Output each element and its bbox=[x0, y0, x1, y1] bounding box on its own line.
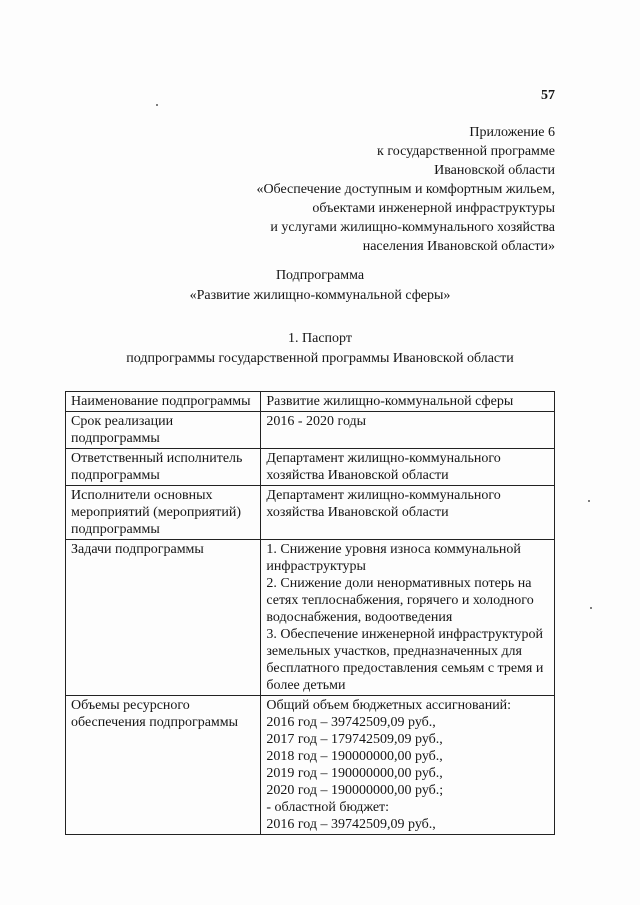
subprogram-heading bbox=[0, 266, 640, 306]
subprogram-label: Подпрограмма bbox=[275, 268, 365, 283]
funding-line: 2018 год – 190000000,00 руб., bbox=[266, 749, 443, 764]
table-row bbox=[66, 486, 555, 540]
appendix-line: и услугами жилищно-коммунального хозяйства bbox=[270, 220, 555, 235]
funding-line: - областной бюджет: bbox=[266, 800, 390, 815]
funding-line: 2016 год – 39742509,09 руб., bbox=[266, 715, 436, 730]
task-item: 1. Снижение уровня износа коммунальной инфраструктуры bbox=[266, 542, 521, 574]
scan-speck bbox=[156, 104, 158, 106]
task-item: 2. Снижение доли ненормативных потерь на сетях теплоснабжения, горячего и холодного водоснабжения, водоотведения bbox=[266, 576, 534, 625]
passport-subtitle: подпрограммы государственной программы Ивановской области bbox=[126, 351, 514, 366]
funding-line: 2020 год – 190000000,00 руб.; bbox=[266, 783, 444, 798]
table-row-tasks bbox=[66, 540, 555, 696]
row-value: Департамент жилищно-коммунального хозяйства Ивановской области bbox=[261, 486, 555, 540]
row-label: Исполнители основных мероприятий (мероприятий) подпрограммы bbox=[66, 486, 261, 540]
subprogram-name: «Развитие жилищно-коммунальной сферы» bbox=[189, 288, 451, 303]
appendix-line: Ивановской области bbox=[434, 163, 555, 178]
funding-line: 2019 год – 190000000,00 руб., bbox=[266, 766, 443, 781]
scan-speck bbox=[588, 500, 590, 502]
task-item: 3. Обеспечение инженерной инфраструктурой земельных участков, предназначенных для бесплатного предоставления семьям с тремя и более детьми bbox=[266, 627, 544, 693]
row-label: Наименование подпрограммы bbox=[66, 392, 261, 412]
row-label: Задачи подпрограммы bbox=[66, 540, 261, 696]
passport-table bbox=[65, 391, 555, 835]
table-row-funding bbox=[66, 696, 555, 835]
appendix-line: населения Ивановской области» bbox=[362, 239, 555, 254]
appendix-line: «Обеспечение доступным и комфортным жильем, bbox=[256, 182, 555, 197]
row-value: Департамент жилищно-коммунального хозяйства Ивановской области bbox=[261, 449, 555, 486]
funding-line: 2016 год – 39742509,09 руб., bbox=[266, 817, 436, 832]
table-row bbox=[66, 412, 555, 449]
table-row bbox=[66, 449, 555, 486]
scan-speck bbox=[590, 607, 592, 609]
funding-cell bbox=[261, 696, 555, 835]
appendix-line: объектами инженерной инфраструктуры bbox=[312, 201, 555, 216]
appendix-line: к государственной программе bbox=[377, 144, 555, 159]
appendix-header bbox=[135, 123, 555, 256]
passport-title: 1. Паспорт bbox=[288, 331, 352, 346]
row-label: Объемы ресурсного обеспечения подпрограммы bbox=[66, 696, 261, 835]
row-value: Развитие жилищно-коммунальной сферы bbox=[261, 392, 555, 412]
table-row bbox=[66, 392, 555, 412]
funding-line: 2017 год – 179742509,09 руб., bbox=[266, 732, 443, 747]
row-value: 2016 - 2020 годы bbox=[261, 412, 555, 449]
funding-line: Общий объем бюджетных ассигнований: bbox=[266, 698, 512, 713]
page-number: 57 bbox=[541, 88, 555, 103]
tasks-cell bbox=[261, 540, 555, 696]
passport-heading bbox=[0, 329, 640, 369]
row-label: Ответственный исполнитель подпрограммы bbox=[66, 449, 261, 486]
row-label: Срок реализации подпрограммы bbox=[66, 412, 261, 449]
appendix-line: Приложение 6 bbox=[469, 125, 555, 140]
